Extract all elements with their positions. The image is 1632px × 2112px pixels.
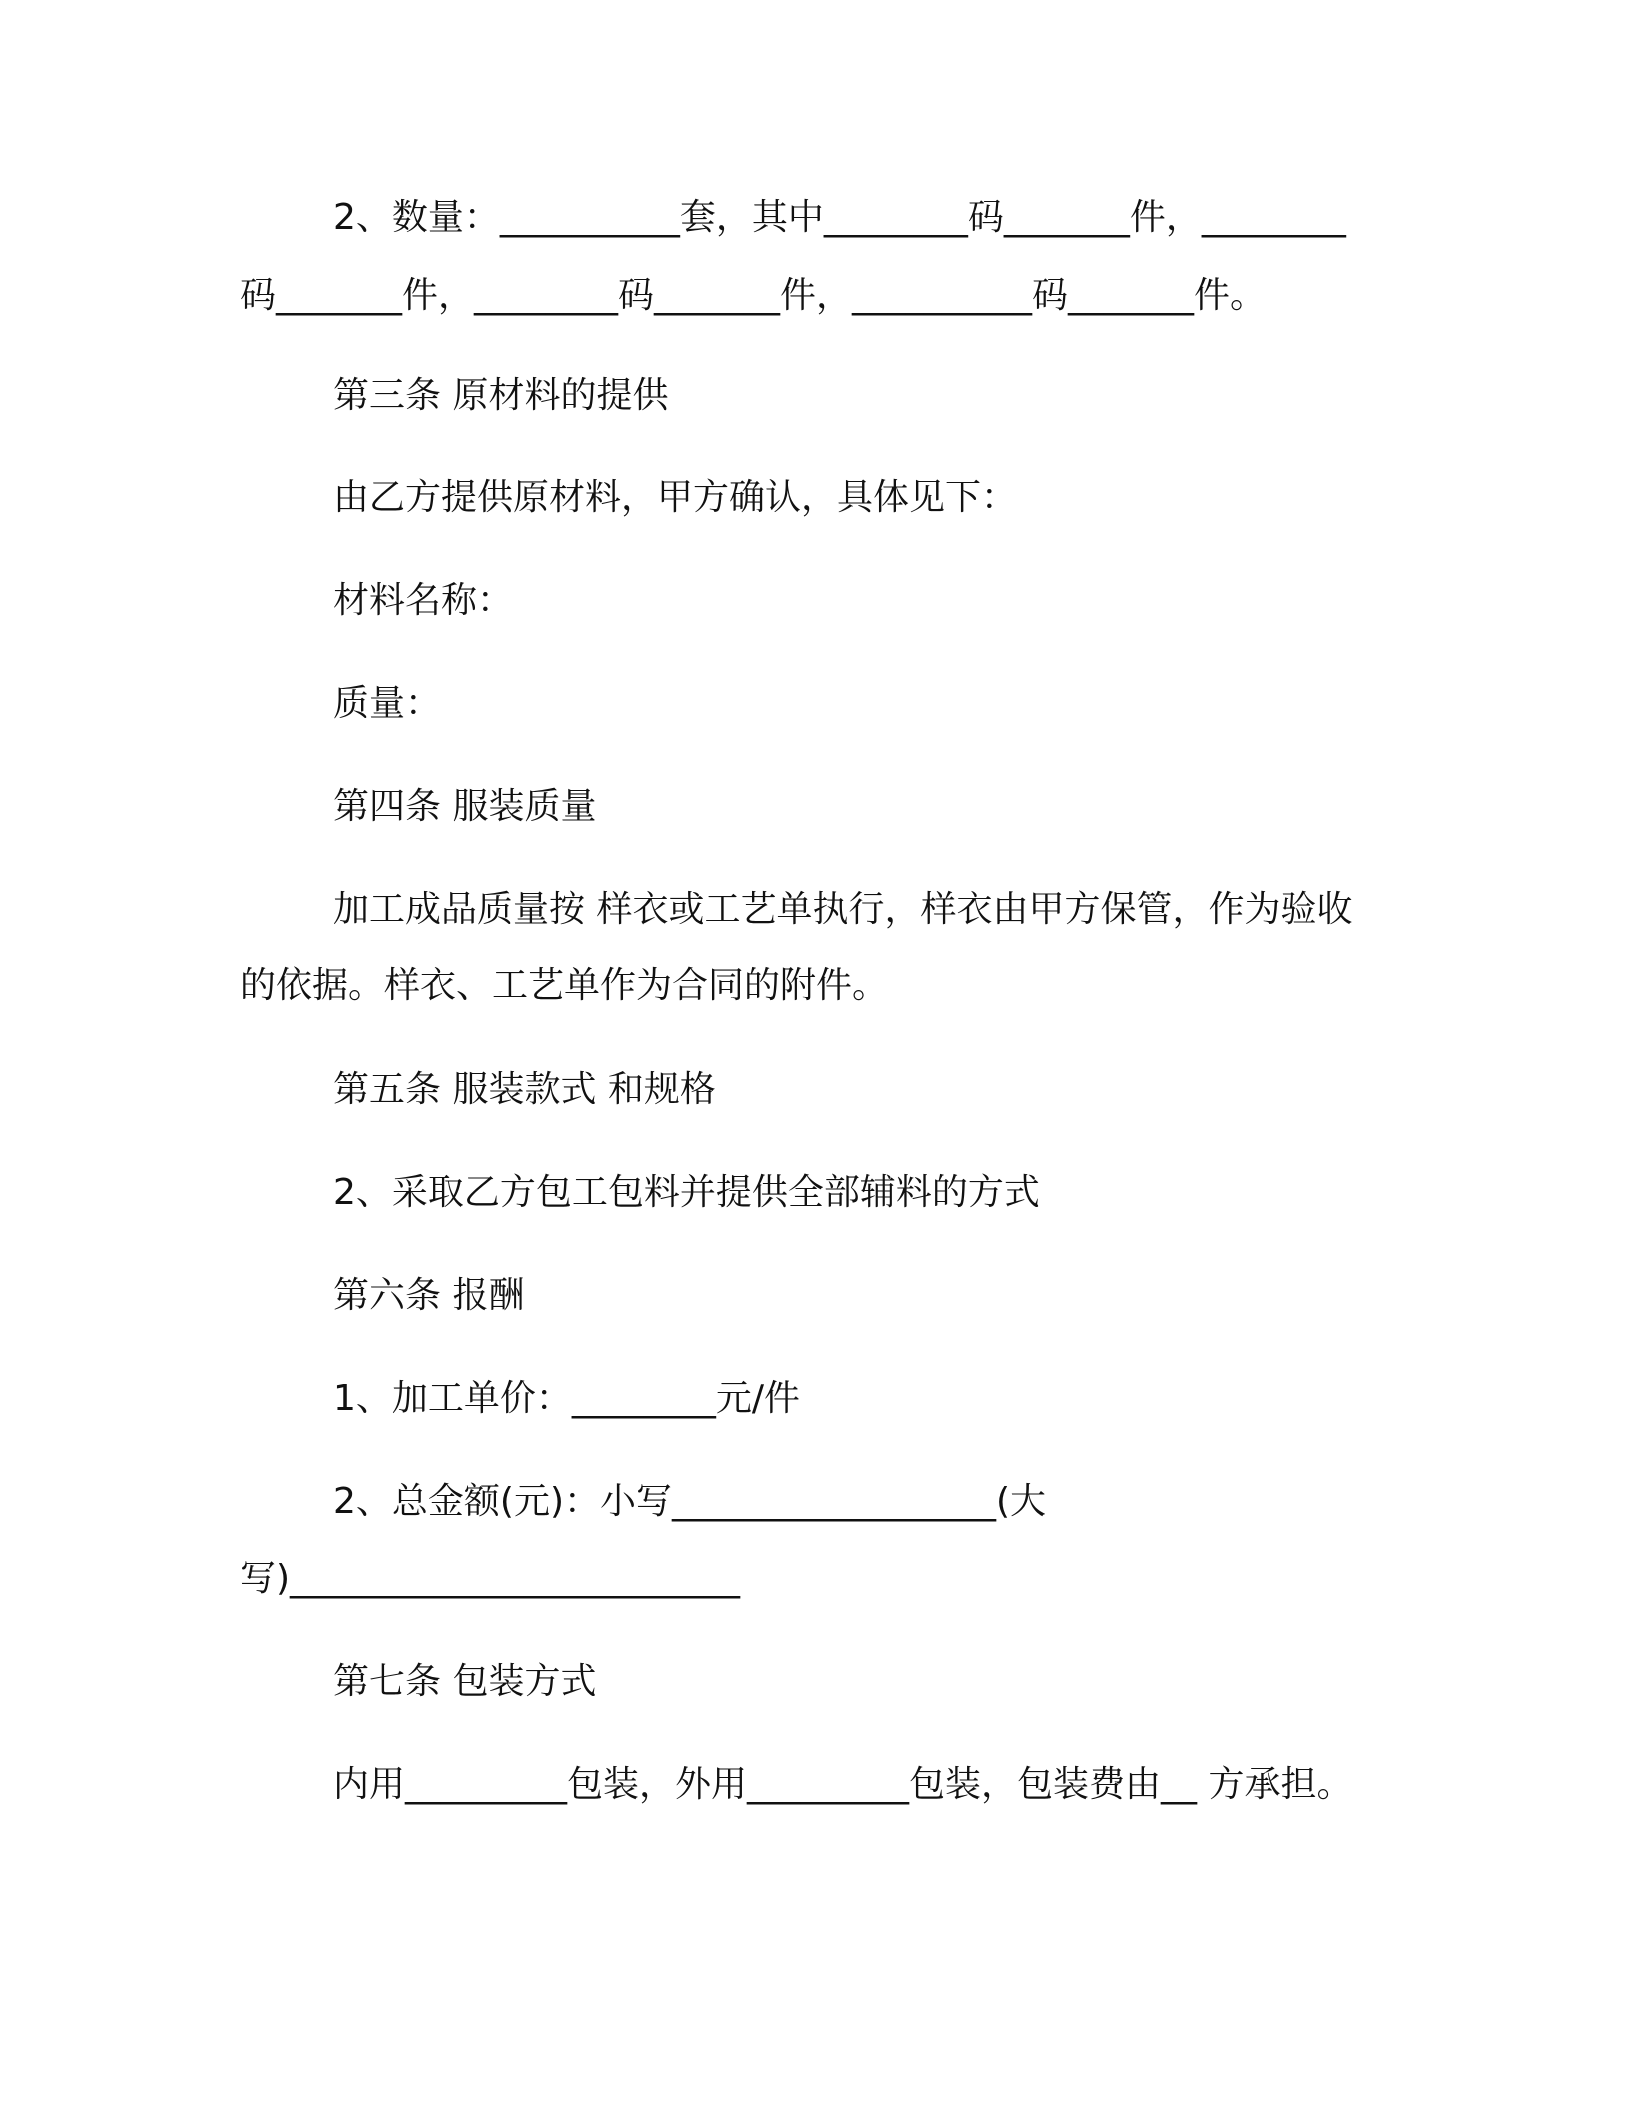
article-6-heading: 第六条 报酬	[333, 1275, 525, 1316]
total-amount-line-2: 写)_________________________	[240, 1558, 741, 1599]
unit-price-line: 1、加工单价：________元/件	[333, 1378, 801, 1419]
material-name-label: 材料名称：	[333, 580, 514, 621]
article-3-text: 由乙方提供原材料，甲方确认，具体见下：	[333, 477, 1018, 518]
article-3-heading: 第三条 原材料的提供	[333, 375, 669, 416]
article-7-heading: 第七条 包装方式	[333, 1661, 597, 1702]
article-4-heading: 第四条 服装质量	[333, 786, 597, 827]
article-5-text: 2、采取乙方包工包料并提供全部辅料的方式	[333, 1172, 1040, 1213]
quantity-line-2: 码_______件，________码_______件，__________码_______件。	[240, 275, 1266, 316]
total-amount-line-1: 2、总金额(元)：小写__________________(大	[333, 1481, 1047, 1522]
quality-label: 质量：	[333, 683, 442, 724]
article-4-text-line-1: 加工成品质量按 样衣或工艺单执行，样衣由甲方保管，作为验收	[333, 889, 1353, 930]
article-5-heading: 第五条 服装款式 和规格	[333, 1069, 716, 1110]
packaging-line: 内用_________包装，外用_________包装，包装费由__ 方承担。	[333, 1764, 1353, 1805]
quantity-line-1: 2、数量：__________套，其中________码_______件，________	[333, 197, 1346, 238]
article-4-text-line-2: 的依据。样衣、工艺单作为合同的附件。	[240, 965, 889, 1006]
